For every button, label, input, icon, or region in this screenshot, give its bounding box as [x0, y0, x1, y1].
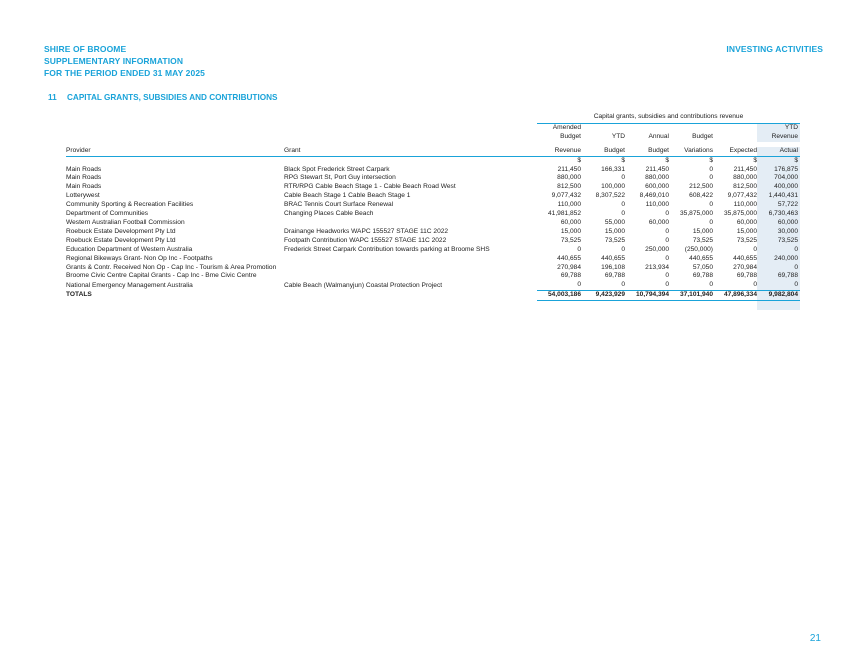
- table-row: [66, 255, 800, 264]
- table-row: [66, 272, 800, 281]
- totals-cell: 9,982,804: [757, 291, 800, 301]
- actual-cell: 0: [757, 281, 800, 290]
- spacer-cell: [66, 301, 284, 311]
- grant-cell: [284, 264, 537, 273]
- totals-cell: 37,101,940: [669, 291, 713, 301]
- section-title: CAPITAL GRANTS, SUBSIDIES AND CONTRIBUTIONS: [67, 93, 278, 102]
- ytd-budget-cell: 0: [621, 201, 625, 209]
- table-row: [66, 201, 800, 210]
- expected-cell: 15,000: [736, 227, 757, 235]
- spacer-cell: [713, 301, 757, 311]
- table-row: [66, 228, 800, 237]
- spacer-row: [66, 301, 800, 311]
- totals-cell: 10,794,394: [625, 291, 669, 301]
- totals-cell: 54,003,186: [537, 291, 581, 301]
- grant-cell: RPG Stewart St, Port Guy intersection: [284, 174, 396, 182]
- variations-cell: 0: [709, 201, 713, 209]
- spacer-cell: [537, 301, 581, 311]
- provider-cell: Western Australian Football Commission: [66, 218, 185, 226]
- expected-cell: 69,788: [736, 272, 757, 280]
- totals-cell: 47,896,334: [713, 291, 757, 301]
- grant-cell: [284, 255, 537, 264]
- section-heading: [48, 93, 277, 102]
- variations-cell: 608,422: [689, 192, 713, 200]
- table-body: [66, 166, 800, 311]
- unit-label: $: [669, 156, 713, 165]
- ytd-budget-cell: 15,000: [604, 227, 625, 235]
- report-period: FOR THE PERIOD ENDED 31 MAY 2025: [44, 68, 205, 78]
- expected-cell: 0: [753, 245, 757, 253]
- unit-label: $: [625, 156, 669, 165]
- amended-budget-cell: 110,000: [557, 201, 581, 209]
- org-name: SHIRE OF BROOME: [44, 44, 127, 54]
- annual-budget-cell: 0: [665, 281, 669, 289]
- grant-cell: Cable Beach Stage 1 Cable Beach Stage 1: [284, 192, 411, 200]
- actual-cell: 60,000: [757, 219, 800, 228]
- provider-cell: Main Roads: [66, 174, 102, 182]
- actual-cell: 1,440,431: [757, 192, 800, 201]
- grant-cell: RTR/RPG Cable Beach Stage 1 - Cable Beach Road West: [284, 183, 456, 191]
- totals-cell: 9,423,929: [581, 291, 625, 301]
- amended-budget-cell: 440,655: [557, 254, 581, 262]
- col-expected: Expected: [729, 146, 757, 154]
- totals-cell: [284, 291, 537, 301]
- actual-cell: 704,000: [757, 174, 800, 183]
- expected-cell: 812,500: [733, 183, 757, 191]
- section-number: 11: [48, 93, 57, 102]
- amended-budget-cell: 0: [577, 245, 581, 253]
- col-budget-mid: Budget: [692, 132, 713, 140]
- provider-cell: Main Roads: [66, 165, 102, 173]
- amended-budget-cell: 880,000: [557, 174, 581, 182]
- unit-label: $: [581, 156, 625, 165]
- col-amended-mid: Budget: [560, 132, 581, 140]
- ytd-budget-cell: 55,000: [604, 218, 625, 226]
- grant-cell: Frederick Street Carpark Contribution towards parking at Broome SHS: [284, 245, 490, 253]
- col-annual: Budget: [648, 146, 669, 154]
- col-annual-mid: Annual: [648, 132, 669, 140]
- annual-budget-cell: 60,000: [648, 218, 669, 226]
- grant-cell: Changing Places Cable Beach: [284, 210, 374, 218]
- annual-budget-cell: 110,000: [645, 201, 669, 209]
- variations-cell: 212,500: [689, 183, 713, 191]
- ytd-budget-cell: 100,000: [601, 183, 625, 191]
- ytd-budget-cell: 0: [621, 210, 625, 218]
- actual-cell: 176,875: [757, 166, 800, 175]
- annual-budget-cell: 211,450: [645, 165, 669, 173]
- annual-budget-cell: 0: [665, 227, 669, 235]
- table-row: [66, 210, 800, 219]
- provider-cell: Roebuck Estate Development Pty Ltd: [66, 227, 176, 235]
- table-row: [66, 264, 800, 273]
- actual-cell: 0: [757, 264, 800, 273]
- spacer-cell: [757, 301, 800, 311]
- provider-cell: Grants & Contr. Received Non Op - Cap Inc - Tourism & Area Promotion: [66, 263, 277, 271]
- table-row: [66, 281, 800, 290]
- annual-budget-cell: 8,469,010: [639, 192, 669, 200]
- amended-budget-cell: 0: [577, 281, 581, 289]
- expected-cell: 270,984: [733, 263, 757, 271]
- expected-cell: 110,000: [733, 201, 757, 209]
- table-row: [66, 183, 800, 192]
- table-row: [66, 237, 800, 246]
- col-variations: Variations: [684, 146, 713, 154]
- col-amended: Revenue: [554, 146, 581, 154]
- totals-label: TOTALS: [66, 291, 92, 299]
- spacer-cell: [669, 301, 713, 311]
- variations-cell: 440,655: [689, 254, 713, 262]
- annual-budget-cell: 0: [665, 210, 669, 218]
- variations-cell: (250,000): [684, 245, 713, 253]
- col-amended-top: Amended: [552, 123, 581, 131]
- ytd-budget-cell: 69,788: [604, 272, 625, 280]
- actual-cell: 0: [757, 246, 800, 255]
- variations-cell: 15,000: [692, 227, 713, 235]
- grants-table: [66, 113, 800, 310]
- group-header: Capital grants, subsidies and contributions revenue: [537, 113, 800, 123]
- grant-cell: BRAC Tennis Court Surface Renewal: [284, 201, 394, 209]
- col-grant: Grant: [284, 146, 301, 154]
- annual-budget-cell: 600,000: [645, 183, 669, 191]
- annual-budget-cell: 250,000: [645, 245, 669, 253]
- provider-cell: Regional Bikeways Grant- Non Op Inc - Footpaths: [66, 254, 213, 262]
- amended-budget-cell: 15,000: [560, 227, 581, 235]
- provider-cell: Department of Communities: [66, 210, 149, 218]
- spacer-cell: [625, 301, 669, 311]
- provider-cell: Broome Civic Centre Capital Grants - Cap Inc - Bme Civic Centre: [66, 272, 257, 280]
- ytd-budget-cell: 196,108: [601, 263, 625, 271]
- col-provider: Provider: [66, 146, 91, 154]
- provider-cell: Education Department of Western Australia: [66, 245, 193, 253]
- grant-cell: Black Spot Frederick Street Carpark: [284, 165, 390, 173]
- ytd-budget-cell: 0: [621, 174, 625, 182]
- variations-cell: 57,050: [692, 263, 713, 271]
- grant-cell: Cable Beach (Walmanyjun) Coastal Protection Project: [284, 281, 443, 289]
- amended-budget-cell: 812,500: [557, 183, 581, 191]
- table-row: [66, 192, 800, 201]
- provider-cell: National Emergency Management Australia: [66, 281, 193, 289]
- col-ytd-top: YTD: [757, 123, 800, 132]
- expected-cell: 73,525: [736, 236, 757, 244]
- table-row: [66, 174, 800, 183]
- amended-budget-cell: 69,788: [560, 272, 581, 280]
- page-number: 21: [809, 633, 821, 644]
- amended-budget-cell: 41,981,852: [547, 210, 581, 218]
- ytd-budget-cell: 73,525: [604, 236, 625, 244]
- actual-cell: 240,000: [757, 255, 800, 264]
- annual-budget-cell: 0: [665, 272, 669, 280]
- table-row: [66, 246, 800, 255]
- expected-cell: 211,450: [733, 165, 757, 173]
- expected-cell: 9,077,432: [727, 192, 757, 200]
- report-subtitle: SUPPLEMENTARY INFORMATION: [44, 56, 184, 66]
- expected-cell: 880,000: [733, 174, 757, 182]
- table-row: [66, 166, 800, 175]
- provider-cell: Roebuck Estate Development Pty Ltd: [66, 236, 176, 244]
- amended-budget-cell: 60,000: [560, 218, 581, 226]
- unit-label: $: [713, 156, 757, 165]
- col-ytd: Budget: [604, 146, 625, 154]
- expected-cell: 35,875,000: [723, 210, 757, 218]
- grant-cell: [284, 219, 537, 228]
- ytd-budget-cell: 0: [621, 281, 625, 289]
- provider-cell: Main Roads: [66, 183, 102, 191]
- section-category: INVESTING ACTIVITIES: [726, 44, 823, 54]
- actual-cell: 73,525: [757, 237, 800, 246]
- col-ytd-mid: YTD: [611, 132, 625, 140]
- grant-cell: [284, 272, 537, 281]
- grant-cell: Drainange Headworks WAPC 155527 STAGE 11C 2022: [284, 227, 449, 235]
- ytd-budget-cell: 0: [621, 245, 625, 253]
- amended-budget-cell: 211,450: [557, 165, 581, 173]
- variations-cell: 0: [709, 281, 713, 289]
- spacer-cell: [581, 301, 625, 311]
- annual-budget-cell: 0: [665, 236, 669, 244]
- variations-cell: 73,525: [692, 236, 713, 244]
- actual-cell: 57,722: [757, 201, 800, 210]
- expected-cell: 60,000: [736, 218, 757, 226]
- col-ytdrev-mid: Revenue: [757, 133, 800, 142]
- variations-cell: 0: [709, 174, 713, 182]
- ytd-budget-cell: 440,655: [601, 254, 625, 262]
- provider-cell: Community Sporting & Recreation Facilities: [66, 201, 194, 209]
- annual-budget-cell: 880,000: [645, 174, 669, 182]
- ytd-budget-cell: 166,331: [601, 165, 625, 173]
- variations-cell: 0: [709, 218, 713, 226]
- annual-budget-cell: 213,934: [645, 263, 669, 271]
- variations-cell: 35,875,000: [679, 210, 713, 218]
- grant-cell: Footpath Contribution WAPC 155527 STAGE 11C 2022: [284, 236, 447, 244]
- amended-budget-cell: 73,525: [560, 236, 581, 244]
- unit-label: $: [537, 156, 581, 165]
- amended-budget-cell: 9,077,432: [551, 192, 581, 200]
- ytd-budget-cell: 8,307,522: [595, 192, 625, 200]
- table-row: [66, 219, 800, 228]
- annual-budget-cell: 0: [665, 254, 669, 262]
- variations-cell: 69,788: [692, 272, 713, 280]
- unit-label: $: [757, 156, 800, 165]
- expected-cell: 0: [753, 281, 757, 289]
- actual-cell: 69,788: [757, 272, 800, 281]
- amended-budget-cell: 270,984: [557, 263, 581, 271]
- variations-cell: 0: [709, 165, 713, 173]
- totals-row: [66, 291, 800, 301]
- spacer-cell: [284, 301, 537, 311]
- provider-cell: Lotterywest: [66, 192, 100, 200]
- actual-cell: 400,000: [757, 183, 800, 192]
- actual-cell: 30,000: [757, 228, 800, 237]
- col-actual: Actual: [757, 147, 800, 156]
- expected-cell: 440,655: [733, 254, 757, 262]
- actual-cell: 6,730,463: [757, 210, 800, 219]
